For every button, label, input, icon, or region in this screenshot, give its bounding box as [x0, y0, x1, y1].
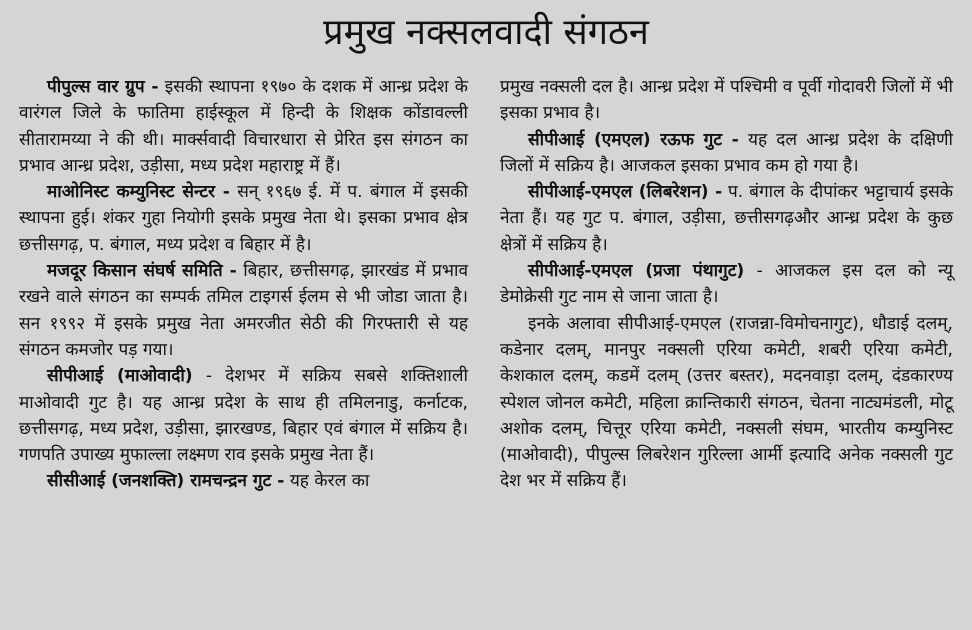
org-entry-cpi-maoist: [19, 363, 468, 468]
org-description: प. बंगाल के दीपांकर भट्टाचार्य इसके नेता हैं। यह गुट प. बंगाल, उड़ीसा, छत्तीसगढ़और आन्ध्र प्रदेश के कुछ क्षेत्रों में सक्रिय है।: [500, 182, 953, 255]
org-heading: सीपीआई-एमएल (लिबरेशन) -: [528, 182, 723, 203]
org-heading: सीपीआई (माओवादी): [47, 366, 193, 387]
org-entry-mazdoor-kisan-sangharsh-samiti: [19, 258, 468, 363]
org-description: - देशभर में सक्रिय सबसे शक्तिशाली माओवादी गुट है। यह आन्ध्र प्रदेश के साथ ही तमिलनाडु, कर्नाटक, छत्तीसगढ़, मध्य प्रदेश, उड़ीसा, झारखण्ड, बिहार एवं बंगाल में सक्रिय है। गणपति उपाख्य मुफाल्ला लक्ष्मण राव इसके प्रमुख नेता हैं।: [19, 366, 468, 466]
org-heading: पीपुल्स वार ग्रुप -: [47, 77, 159, 97]
org-heading: सीपीआई (एमएल) रऊफ गुट -: [528, 129, 739, 150]
page-title: प्रमुख नक्सलवादी संगठन: [323, 12, 649, 53]
org-description: - आजकल इस दल को न्यू डेमोक्रेसी गुट नाम से जाना जाता है।: [500, 261, 953, 308]
org-entry-cpi-ml-praja-pantha: [500, 258, 953, 311]
org-entry-cpi-ml-rauf: [500, 127, 953, 180]
left-column: [19, 74, 468, 495]
org-heading: सीपीआई-एमएल (प्रजा पंथागुट): [528, 261, 745, 282]
org-entry-cpi-ml-liberation: [500, 179, 953, 258]
org-description: इसकी स्थापना १९७० के दशक में आन्ध्र प्रदेश के वारंगल जिले के फातिमा हाईस्कूल में हिन्दी के शिक्षक कोंडावल्ली सीतारामय्या ने की थी। मार्क्सवादी विचारधारा से प्रेरित इस संगठन का प्रभाव आन्ध्र प्रदेश, उड़ीसा, मध्य प्रदेश महाराष्ट्र में हैं।: [19, 77, 468, 176]
org-description: बिहार, छत्तीसगढ़, झारखंड में प्रभाव रखने वाले संगठन का सम्पर्क तमिल टाइगर्स ईलम से भी जोडा जाता है। सन १९९२ में इसके प्रमुख नेता अमरजीत सेठी की गिरफ्तारी से यह संगठन कमजोर पड़ गया।: [19, 261, 469, 360]
org-entry-maoist-communist-centre: [19, 179, 468, 258]
org-description: इनके अलावा सीपीआई-एमएल (राजन्ना-विमोचनागुट), धौडाई दलम्, कडेनार दलम्, मानपुर नक्सली एरिया कमेटी, शबरी एरिया कमेटी, केशकाल दलम्, कडमें दलम् (उत्तर बस्तर), मदनवाड़ा दलम्, दंडकारण्य स्पेशल जोनल कमेटी, महिला क्रान्तिकारी संगठन, चेतना नाट्यमंडली, मोटू अशोक दलम्, चित्तूर एरिया कमेटी, नक्सली संघम, भारतीय कम्युनिस्ट (माओवादी), पीपुल्स लिबरेशन गुरिल्ला आर्मी इत्यादि अनेक नक्सली गुट देश भर में सक्रिय हैं।: [500, 313, 953, 492]
org-description: यह दल आन्ध्र प्रदेश के दक्षिणी जिलों में सक्रिय है। आजकल इसका प्रभाव कम हो गया है।: [500, 129, 953, 176]
right-column: [500, 74, 953, 495]
org-heading: मजदूर किसान संघर्ष समिति -: [47, 261, 237, 282]
other-groups-paragraph: [500, 311, 953, 495]
org-entry-peoples-war-group: [19, 74, 468, 179]
org-entry-cci-janshakti-continued: [500, 74, 953, 127]
org-description: सन् १९६७ ई. में प. बंगाल में इसकी स्थापना हुई। शंकर गुहा नियोगी इसके प्रमुख नेता थे। इसका प्रभाव क्षेत्र छत्तीसगढ़, प. बंगाल, मध्य प्रदेश व बिहार में है।: [19, 182, 468, 255]
org-entry-cci-janshakti: [19, 468, 468, 494]
org-heading: माओनिस्ट कम्युनिस्ट सेन्टर -: [47, 182, 230, 203]
org-description: यह केरल का: [289, 471, 370, 492]
org-description: प्रमुख नक्सली दल है। आन्ध्र प्रदेश में पश्चिमी व पूर्वी गोदावरी जिलों में भी इसका प्रभाव है।: [500, 77, 953, 124]
org-heading: सीसीआई (जनशक्ति) रामचन्द्रन गुट -: [47, 471, 285, 492]
